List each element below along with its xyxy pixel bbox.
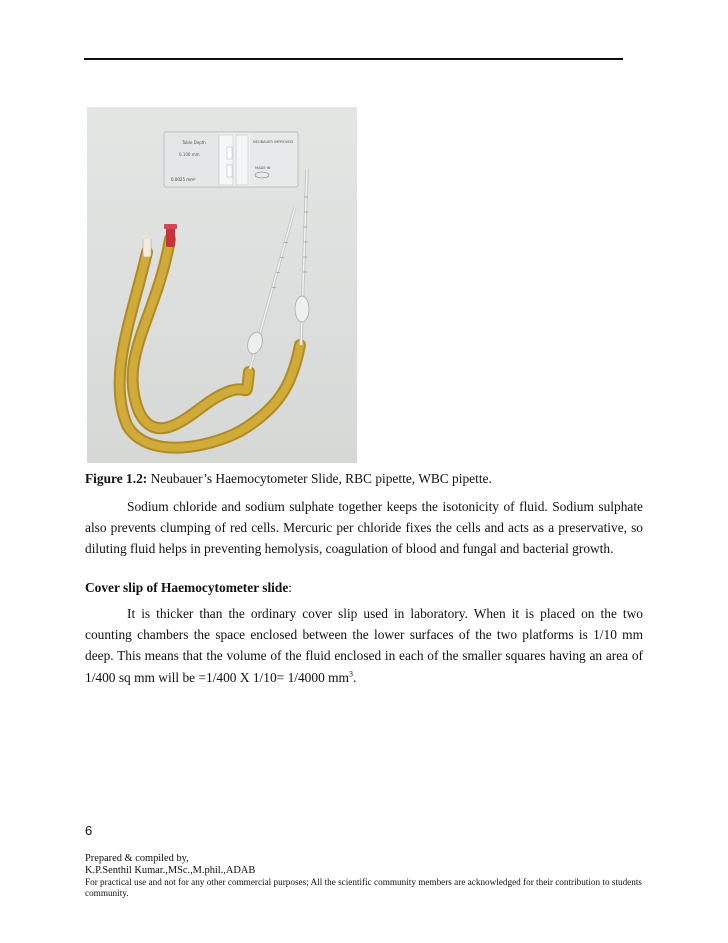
superscript-3: 3 bbox=[348, 669, 353, 679]
pipettes bbox=[245, 169, 309, 369]
slide-label-made-in: MADE IN bbox=[255, 166, 271, 170]
footer-line-prepared: Prepared & compiled by, bbox=[85, 853, 189, 864]
haemocytometer-illustration bbox=[87, 107, 357, 463]
figure-caption bbox=[85, 470, 645, 488]
paragraph-diluting-fluid: Sodium chloride and sodium sulphate together keeps the isotonicity of fluid. Sodium sulphate also prevents clumping of red cells. Mercuric per chloride fixes the cells and acts as a preservative, so diluting fluid helps in preventing hemolysis, coagulation of blood and fungal and bacterial growth. bbox=[85, 499, 643, 557]
slide-label-depth: 0.100 mm bbox=[179, 152, 200, 157]
rubber-tubes bbox=[120, 239, 300, 448]
slide-label-right: NEUBAUER IMPROVED bbox=[253, 140, 294, 144]
section-heading-colon: : bbox=[288, 580, 293, 595]
paragraph-cover-slip bbox=[85, 603, 643, 688]
figure-caption-text: Neubauer’s Haemocytometer Slide, RBC pipette, WBC pipette. bbox=[147, 471, 492, 486]
figure-label: Figure 1.2: bbox=[85, 471, 148, 486]
page-number: 6 bbox=[85, 823, 93, 838]
paragraph-cover-slip-text: It is thicker than the ordinary cover slip used in laboratory. When it is placed on the two counting chambers the space enclosed between the lower surfaces of the two platforms is 1/10 mm deep. This means that the volume of the fluid enclosed in each of the smaller squares having an area of 1/400 sq mm will be =1/400 X 1/10= 1/4000 mm bbox=[85, 606, 643, 685]
footer bbox=[85, 853, 645, 899]
slide-label-area: 0.0025 mm² bbox=[171, 177, 196, 182]
footer-line-disclaimer: For practical use and not for any other commercial purposes; All the scientific community members are acknowledged for their contribution to students community. bbox=[85, 876, 642, 898]
paragraph-cover-slip-end: . bbox=[352, 669, 357, 685]
section-heading bbox=[85, 578, 292, 598]
slide-label-left: Table Depth bbox=[182, 140, 206, 145]
footer-line-author: K.P.Senthil Kumar.,MSc.,M.phil.,ADAB bbox=[85, 864, 256, 876]
section-heading-text: Cover slip of Haemocytometer slide bbox=[85, 580, 289, 595]
figure-photo bbox=[87, 107, 357, 463]
header-rule bbox=[84, 58, 623, 60]
haemocytometer-slide bbox=[164, 132, 298, 187]
